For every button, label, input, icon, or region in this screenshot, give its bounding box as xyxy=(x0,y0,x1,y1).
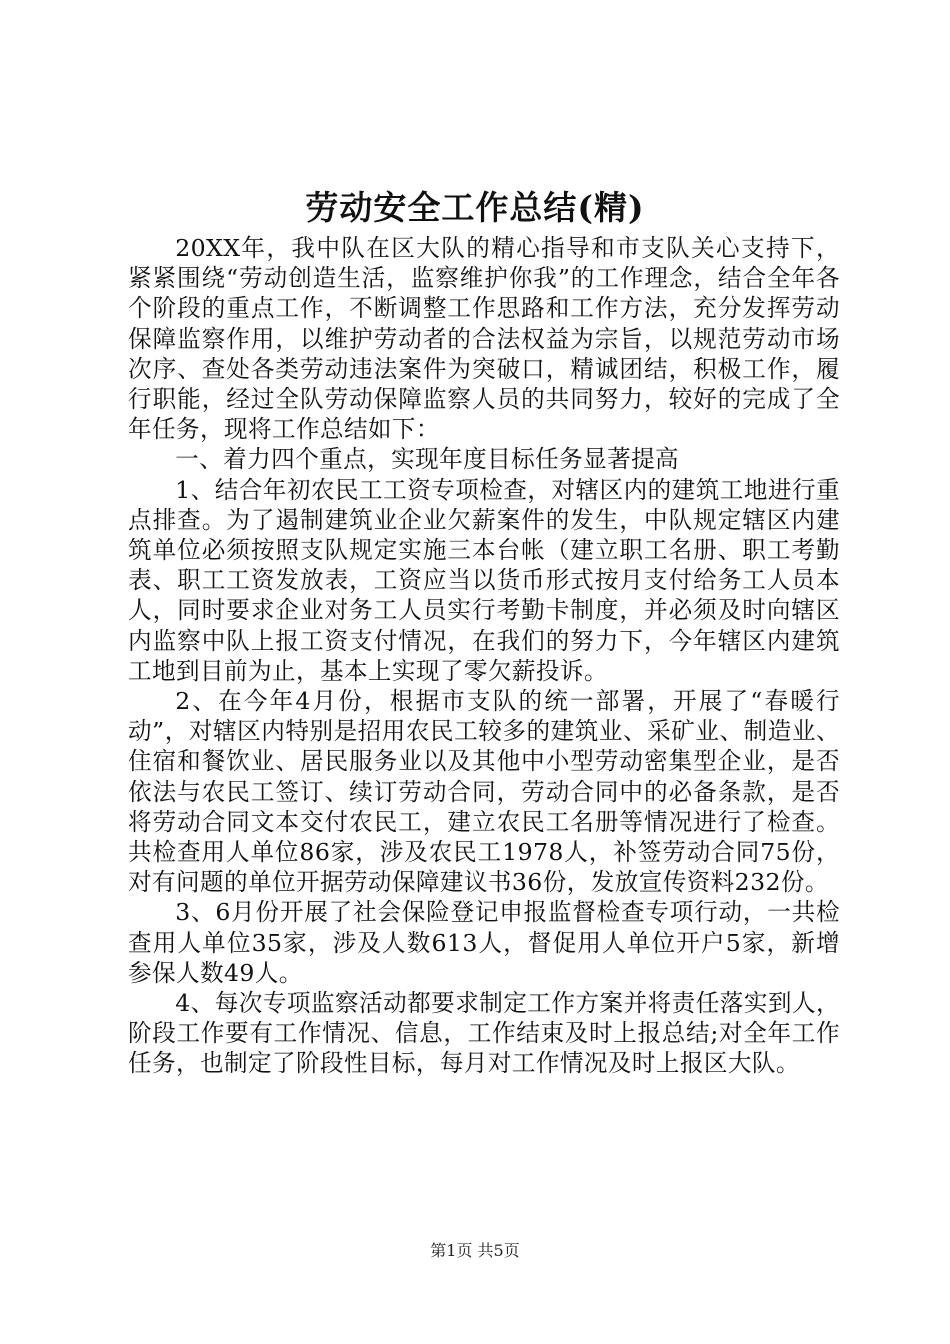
item-paragraph-3: 3、6月份开展了社会保险登记申报监督检查专项行动，一共检查用人单位35家，涉及人数613人，督促用人单位开户5家，新增参保人数49人。 xyxy=(128,898,840,987)
item-paragraph-1: 1、结合年初农民工工资专项检查，对辖区内的建筑工地进行重点排查。为了遏制建筑业企业欠薪案件的发生，中队规定辖区内建筑单位必须按照支队规定实施三本台帐（建立职工名册、职工考勤表、职工工资发放表，工资应当以货币形式按月支付给务工人员本人，同时要求企业对务工人员实行考勤卡制度，并必须及时向辖区内监察中队上报工资支付情况，在我们的努力下，今年辖区内建筑工地到目前为止，基本上实现了零欠薪投诉。 xyxy=(128,475,840,685)
item-paragraph-4: 4、每次专项监察活动都要求制定工作方案并将责任落实到人，阶段工作要有工作情况、信息，工作结束及时上报总结;对全年工作任务，也制定了阶段性目标，每月对工作情况及时上报区大队。 xyxy=(128,989,840,1078)
page-footer: 第1页 共5页 xyxy=(430,1241,520,1260)
item-paragraph-2: 2、在今年4月份，根据市支队的统一部署，开展了“春暖行动”，对辖区内特别是招用农民工较多的建筑业、采矿业、制造业、住宿和餐饮业、居民服务业以及其他中小型劳动密集型企业，是否依法与农民工签订、续订劳动合同，劳动合同中的必备条款，是否将劳动合同文本交付农民工，建立农民工名册等情况进行了检查。共检查用人单位86家，涉及农民工1978人，补签劳动合同75份，对有问题的单位开据劳动保障建议书36份，发放宣传资料232份。 xyxy=(128,687,840,897)
document-title: 劳动安全工作总结(精) xyxy=(305,188,645,227)
intro-paragraph: 20XX年，我中队在区大队的精心指导和市支队关心支持下，紧紧围绕“劳动创造生活，监察维护你我”的工作理念，结合全年各个阶段的重点工作，不断调整工作思路和工作方法，充分发挥劳动保障监察作用，以维护劳动者的合法权益为宗旨，以规范劳动市场次序、查处各类劳动违法案件为突破口，精诚团结，积极工作，履行职能，经过全队劳动保障监察人员的共同努力，较好的完成了全年任务，现将工作总结如下： xyxy=(128,234,840,444)
document-body xyxy=(128,233,840,1079)
section-heading: 一、着力四个重点，实现年度目标任务显著提高 xyxy=(175,445,680,474)
